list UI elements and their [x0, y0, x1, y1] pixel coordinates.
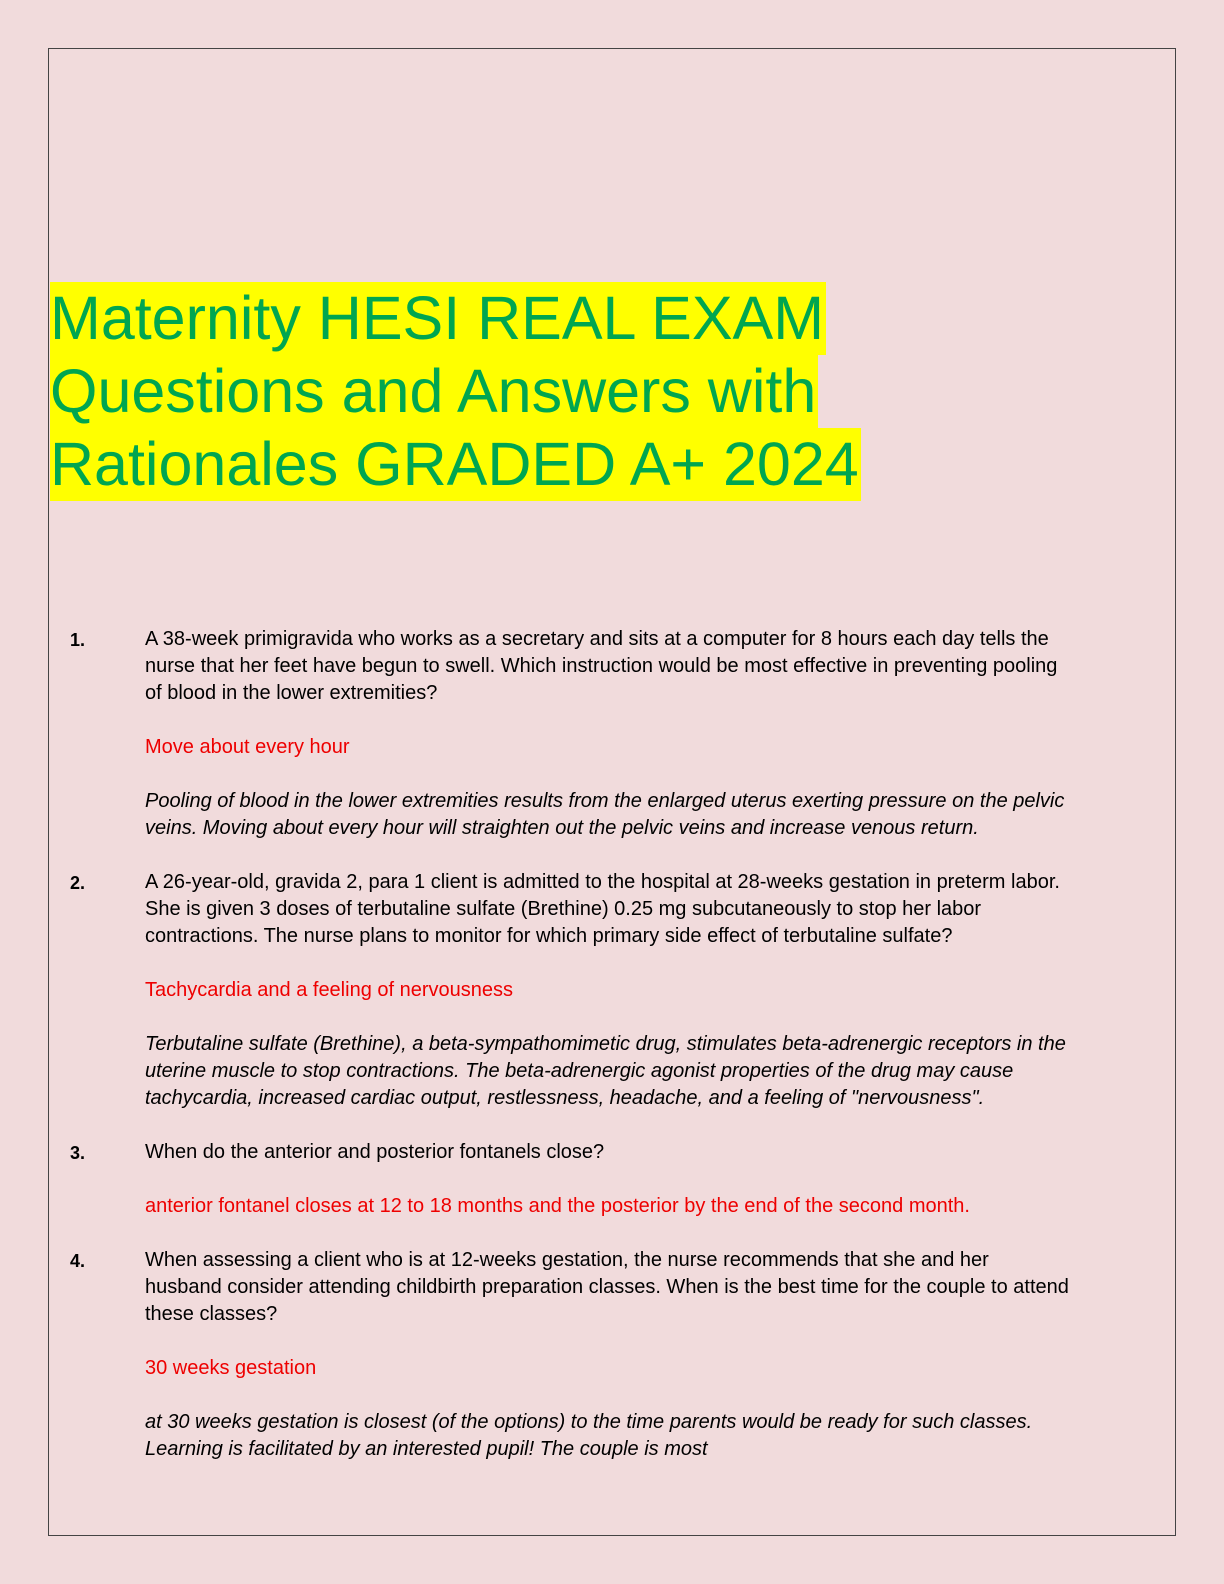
question-item [70, 626, 1070, 842]
answer-text: Tachycardia and a feeling of nervousness [145, 979, 514, 1001]
question-number: 2. [70, 873, 86, 893]
title-line: Maternity HESI REAL EXAM [50, 282, 826, 355]
rationale-text: Terbutaline sulfate (Brethine), a beta-sympathomimetic drug, stimulates beta-adrenergic receptors in the uterine muscle to stop contractions. The beta-adrenergic agonist properties of the drug may cause tachycardia, increased cardiac output, restlessness, headache, and a feeling of "nervousness". [145, 1033, 1066, 1109]
question-number: 4. [70, 1251, 86, 1271]
title-line: Rationales GRADED A+ 2024 [50, 428, 861, 501]
question-text: A 26-year-old, gravida 2, para 1 client is admitted to the hospital at 28-weeks gestation in preterm labor. She is given 3 doses of terbutaline sulfate (Brethine) 0.25 mg subcutaneously to stop her labor contractions. The nurse plans to monitor for which primary side effect of terbutaline sulfate? [145, 871, 1060, 947]
question-item [70, 869, 1070, 1112]
question-list [70, 626, 1070, 1490]
question-text: When assessing a client who is at 12-weeks gestation, the nurse recommends that she and her husband consider attending childbirth preparation classes. When is the best time for the couple to attend these classes? [145, 1249, 1069, 1325]
rationale-text: Pooling of blood in the lower extremities results from the enlarged uterus exerting pressure on the pelvic veins. Moving about every hour will straighten out the pelvic veins and increase venous return. [145, 790, 1065, 839]
answer-text: 30 weeks gestation [145, 1357, 317, 1379]
question-number: 3. [70, 1143, 86, 1163]
answer-text: anterior fontanel closes at 12 to 18 months and the posterior by the end of the second month. [145, 1195, 970, 1217]
question-text: A 38-week primigravida who works as a secretary and sits at a computer for 8 hours each day tells the nurse that her feet have begun to swell. Which instruction would be most effective in preventing pooling of blood in the lower extremities? [145, 628, 1058, 704]
question-number: 1. [70, 630, 86, 650]
rationale-text: at 30 weeks gestation is closest (of the options) to the time parents would be ready for such classes. Learning is facilitated by an interested pupil! The couple is most [145, 1411, 1033, 1460]
question-item [70, 1139, 1070, 1220]
question-item [70, 1247, 1070, 1463]
answer-text: Move about every hour [145, 736, 350, 758]
document-title [50, 282, 861, 501]
question-text: When do the anterior and posterior fontanels close? [145, 1141, 605, 1163]
title-line: Questions and Answers with [50, 355, 818, 428]
